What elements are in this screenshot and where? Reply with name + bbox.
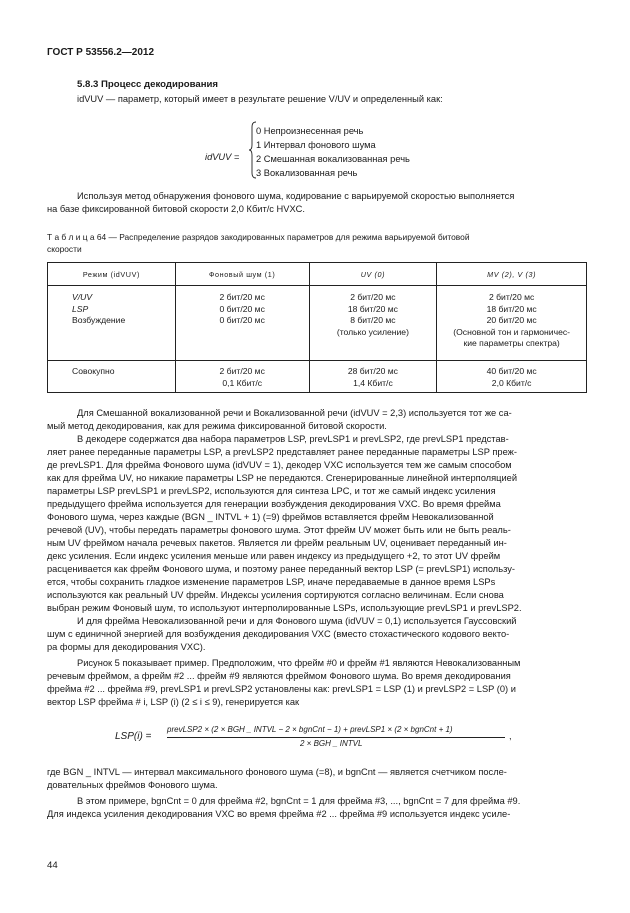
equation-case-2: 2 Смешанная вокализованная речь — [256, 154, 410, 164]
table-caption-line: Т а б л и ц а 64 — Распределение разрядов закодированных параметров для режима варьируемой битовой — [47, 232, 470, 242]
body-line: речевой (UV), чтобы передать параметры фонового шума. Этот фрейм UV может быть или не быть реаль- — [47, 525, 511, 535]
cell-value: 20 бит/20 мс — [486, 315, 537, 326]
paragraph-line: Используя метод обнаружения фонового шума, кодирование с варьируемой скоростью выполняется — [77, 191, 515, 201]
body-line: И для фрейма Невокализованной речи и для Фонового шума (idVUV = 0,1) используется Гауссовский — [77, 616, 517, 626]
row-label: V/UV — [72, 292, 93, 302]
body-line: Для индекса усиления декодирования VXC во время фрейма #2 ... фрейма #9 используется индекс усиле- — [47, 809, 511, 819]
body-line: используются как реальный UV фрейм. Индексы усиления сортируются согласно величинам. Если снова — [47, 590, 504, 600]
body-line: Рисунок 5 показывает пример. Предположим, что фрейм #0 и фрейм #1 являются Невокализованным — [77, 658, 521, 668]
equation-lhs: idVUV = — [205, 152, 240, 162]
cell-value: 40 бит/20 мс — [486, 366, 537, 376]
equation-case-3: 3 Вокализованная речь — [256, 168, 358, 178]
body-line: ра формы для декодирования VXC). — [47, 642, 206, 652]
cell-value: 2 бит/20 мс — [350, 292, 396, 302]
body-line: Фонового шума, через каждые (BGN _ INTVL + 1) (=9) фреймов вставляется фрейм Невокализованной — [47, 512, 494, 522]
body-line: мый метод декодирования, как для режима фиксированной битовой скорости. — [47, 421, 387, 431]
body-line: ется, чтобы сохранить гладкое изменение параметров LSP, иначе передаваемые в данное время LSPs — [47, 577, 496, 587]
cell-value: 0,1 Кбит/с — [222, 377, 263, 388]
lsp-formula — [115, 725, 515, 765]
table-cell — [309, 361, 437, 393]
body-line: декс усиления. Если индекс усиления меньше или равен индексу из предыдущего +2, то этот UV фрейм — [47, 551, 501, 561]
body-line: как для фрейма UV, но никакие параметры LSP не передаются. Сгенерированные линейной интерполяцией — [47, 473, 518, 483]
table-cell — [437, 286, 587, 361]
section-title: 5.8.3 Процесс декодирования — [77, 79, 219, 90]
column-header-mv: MV (2), V (3) — [437, 263, 587, 286]
column-header-uv: UV (0) — [309, 263, 437, 286]
cell-value: 8 бит/20 мс — [350, 315, 396, 326]
table-row — [48, 286, 587, 361]
column-header-noise: Фоновый шум (1) — [175, 263, 309, 286]
cell-value: 18 бит/20 мс — [347, 303, 398, 314]
table-row — [48, 361, 587, 393]
body-line: расценивается как фрейм Фонового шума, и поэтому ранее переданный вектор LSP (= prevLSP1) использу- — [47, 564, 515, 574]
cell-value: (Основной тон и гармоничес- — [453, 326, 571, 337]
intro-line: idVUV — параметр, который имеет в результате решение V/UV и определенный как: — [77, 94, 443, 104]
formula-trail: , — [509, 731, 512, 741]
body-line: предыдущего фрейма используется для генерации возбуждения декодирования VXC. Во время фрейма — [47, 499, 501, 509]
table-cell — [175, 286, 309, 361]
body-line: вектор LSP фрейма # i, LSP (i) (2 ≤ i ≤ 9), генерируется как — [47, 697, 300, 707]
table-cell — [175, 361, 309, 393]
body-line: ным UV фреймом начала речевых пакетов. Является ли фрейм реальным UV, оценивает переданный ин- — [47, 538, 507, 548]
formula-denominator: 2 × BGH _ INTVL — [300, 739, 363, 748]
cell-value: 2 бит/20 мс — [219, 292, 265, 302]
body-line: шум с единичной энергией для возбуждения декодирования VXC (вместо стохастического кодового векто- — [47, 629, 510, 639]
cell-value: 18 бит/20 мс — [486, 303, 537, 314]
bit-allocation-table — [47, 262, 587, 393]
cell-value: кие параметры спектра) — [463, 338, 560, 349]
cell-value: 2 бит/20 мс — [219, 366, 265, 376]
table-cell — [48, 286, 176, 361]
column-header-mode: Режим (idVUV) — [48, 263, 176, 286]
equation-case-1: 1 Интервал фонового шума — [256, 140, 376, 150]
row-label: Возбуждение — [72, 315, 126, 326]
page-number: 44 — [47, 860, 58, 871]
body-line: В этом примере, bgnCnt = 0 для фрейма #2, bgnCnt = 1 для фрейма #3, ..., bgnCnt = 7 для фрейма #9. — [77, 796, 521, 806]
table-header-row — [48, 263, 587, 286]
body-line: В декодере содержатся два набора параметров LSP, prevLSP1 и prevLSP2, где prevLSP1 представ- — [77, 434, 509, 444]
table-cell — [48, 361, 176, 393]
fraction-bar — [167, 737, 505, 738]
table-caption-line: скорости — [47, 244, 82, 254]
cell-value: 0 бит/20 мс — [219, 303, 265, 314]
body-line: выбран режим Фоновый шум, то используют интерполированные LSPs, использующие prevLSP1 и prevLSP2. — [47, 603, 522, 613]
body-line: де prevLSP1. Для фрейма Фонового шума (idVUV = 1), декодер VXC используется тем же самым способом — [47, 460, 512, 470]
table-cell — [437, 361, 587, 393]
body-line: фрейма #2 ... фрейма #9, prevLSP1 и prevLSP2 установлены как: prevLSP1 = LSP (1) и prevLSP2 = LSP (0) и — [47, 684, 516, 694]
document-header: ГОСТ Р 53556.2—2012 — [47, 47, 155, 58]
cell-value: 1,4 Кбит/с — [353, 377, 393, 388]
cell-value: 2 бит/20 мс — [488, 292, 535, 302]
equation-case-0: 0 Непроизнесенная речь — [256, 126, 364, 136]
body-line: довательных фреймов Фонового шума. — [47, 780, 218, 790]
row-label: LSP — [72, 303, 89, 314]
body-line: речевым фреймом, а фрейм #2 ... фрейм #9 являются фреймом Фонового шума. Во время декодирования — [47, 671, 511, 681]
cell-value: 0 бит/20 мс — [219, 315, 265, 326]
formula-numerator: prevLSP2 × (2 × BGH _ INTVL − 2 × bgnCnt − 1) + prevLSP1 × (2 × bgnCnt + 1) — [167, 725, 453, 734]
paragraph-line: на базе фиксированной битовой скорости 2,0 Кбит/с HVXC. — [47, 204, 305, 214]
cell-value: 2,0 Кбит/с — [491, 377, 532, 388]
cell-value: 28 бит/20 мс — [347, 366, 398, 376]
cell-value: (только усиление) — [336, 326, 409, 337]
formula-lhs: LSP(i) = — [115, 731, 152, 742]
body-line: Для Смешанной вокализованной речи и Вокализованной речи (idVUV = 2,3) используется тот же са- — [77, 408, 512, 418]
body-line: ляет ранее переданные параметры LSP, а prevLSP2 представляет ранее переданные параметры LSP преж- — [47, 447, 517, 457]
body-line: параметры LSP prevLSP1 и prevLSP2, используются для синтеза LPC, и тот же самый индекс усиления — [47, 486, 496, 496]
row-label: Совокупно — [72, 366, 115, 376]
table-cell — [309, 286, 437, 361]
body-line: где BGN _ INTVL — интервал максимального фонового шума (=8), и bgnCnt — является счетчиком после- — [47, 767, 507, 777]
